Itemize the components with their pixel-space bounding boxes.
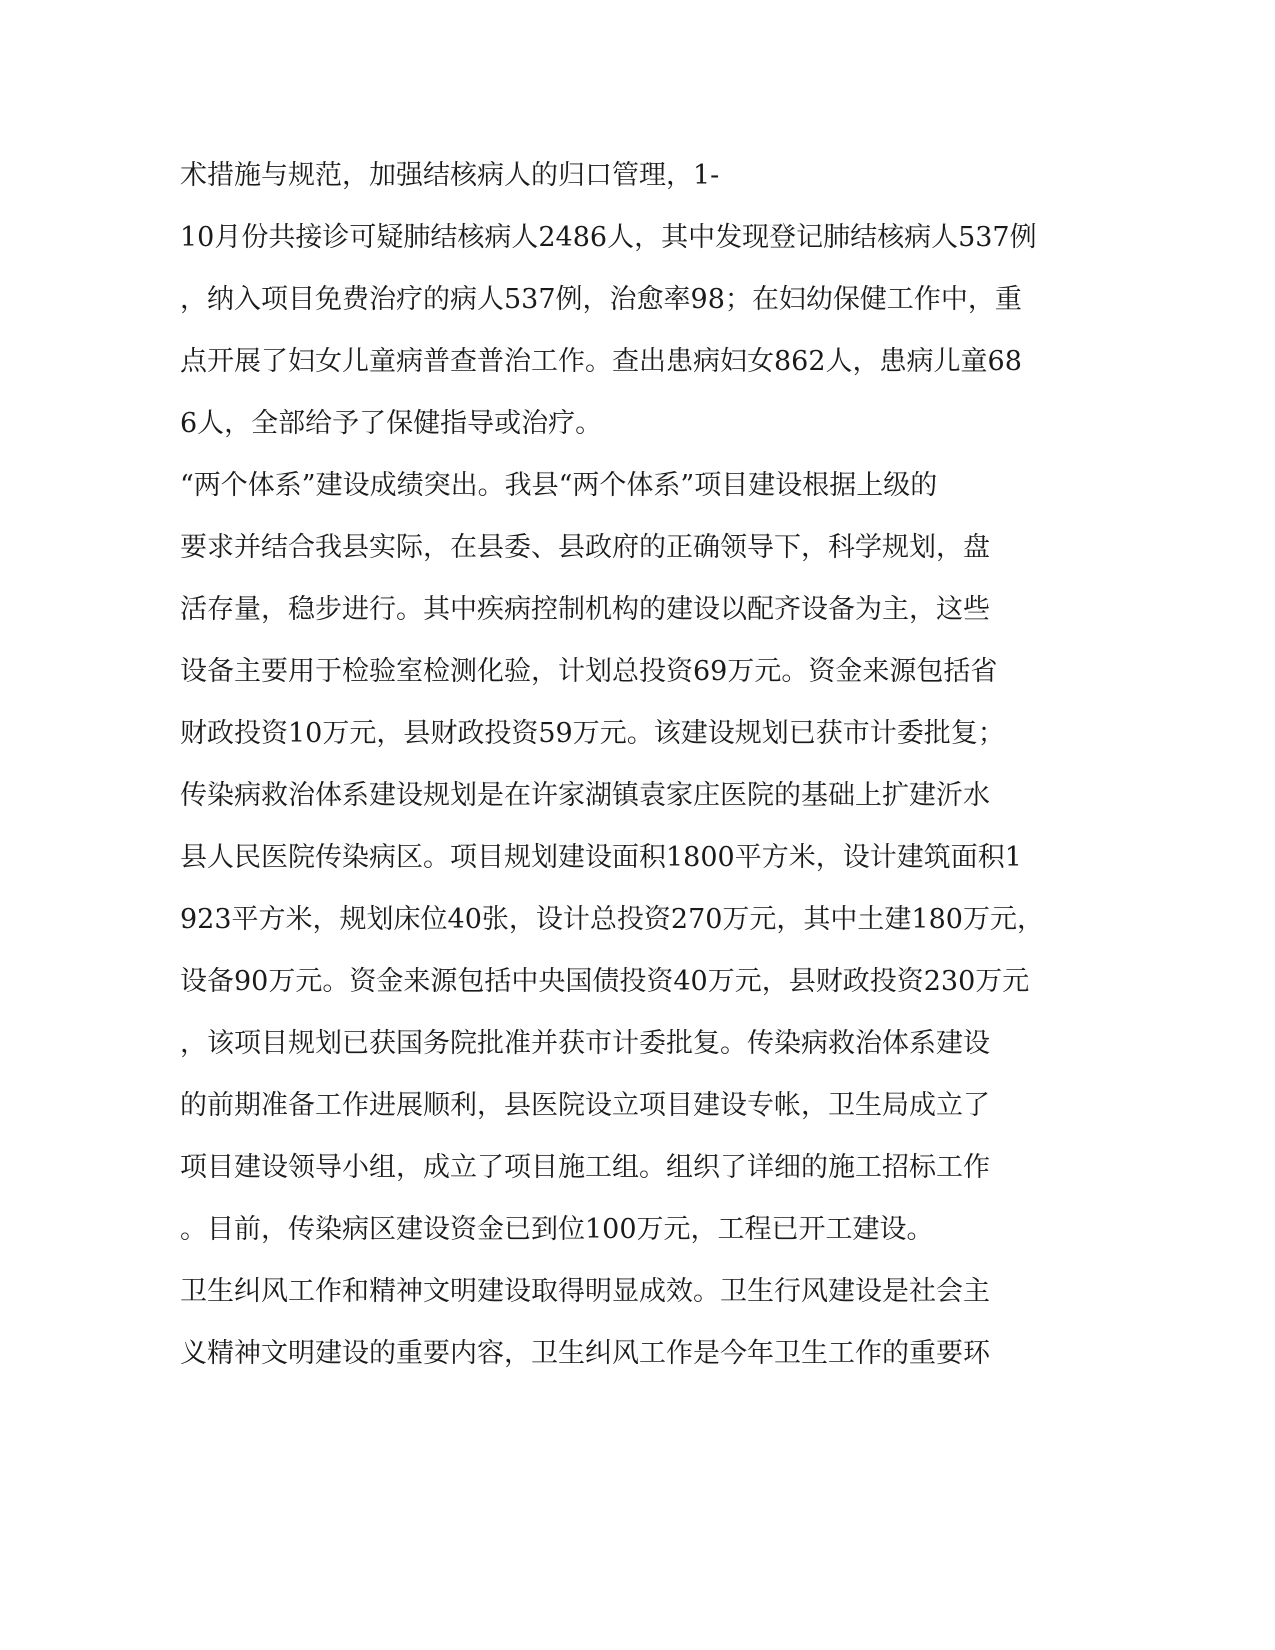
text-line: 点开展了妇女儿童病普查普治工作。查出患病妇女862人，患病儿童68 [180, 346, 1022, 377]
text-line: ，纳入项目免费治疗的病人537例，治愈率98；在妇幼保健工作中，重 [180, 284, 1022, 315]
text-line: 卫生纠风工作和精神文明建设取得明显成效。卫生行风建设是社会主 [180, 1276, 990, 1307]
text-line: 设备90万元。资金来源包括中央国债投资40万元，县财政投资230万元 [180, 966, 1030, 997]
text-line: 财政投资10万元，县财政投资59万元。该建设规划已获市计委批复； [180, 718, 1005, 749]
text-line: 活存量，稳步进行。其中疾病控制机构的建设以配齐设备为主，这些 [180, 594, 990, 625]
text-line: “两个体系”建设成绩突出。我县“两个体系”项目建设根据上级的 [180, 470, 938, 501]
text-line: 6人，全部给予了保健指导或治疗。 [180, 408, 603, 439]
text-line: 。目前，传染病区建设资金已到位100万元，工程已开工建设。 [180, 1214, 934, 1245]
text-line: 术措施与规范，加强结核病人的归口管理，1- [180, 160, 720, 191]
text-line: 县人民医院传染病区。项目规划建设面积1800平方米，设计建筑面积1 [180, 842, 1022, 873]
text-line: 要求并结合我县实际，在县委、县政府的正确领导下，科学规划，盘 [180, 532, 990, 563]
text-line: 传染病救治体系建设规划是在许家湖镇袁家庄医院的基础上扩建沂水 [180, 780, 990, 811]
text-line: 项目建设领导小组，成立了项目施工组。组织了详细的施工招标工作 [180, 1152, 990, 1183]
text-line: 义精神文明建设的重要内容，卫生纠风工作是今年卫生工作的重要环 [180, 1338, 990, 1369]
text-line: 设备主要用于检验室检测化验，计划总投资69万元。资金来源包括省 [180, 656, 998, 687]
text-line: 10月份共接诊可疑肺结核病人2486人，其中发现登记肺结核病人537例 [180, 222, 1037, 253]
text-line: 923平方米，规划床位40张，设计总投资270万元，其中土建180万元， [180, 904, 1044, 935]
text-line: 的前期准备工作进展顺利，县医院设立项目建设专帐，卫生局成立了 [180, 1090, 990, 1121]
text-line: ，该项目规划已获国务院批准并获市计委批复。传染病救治体系建设 [180, 1028, 990, 1059]
